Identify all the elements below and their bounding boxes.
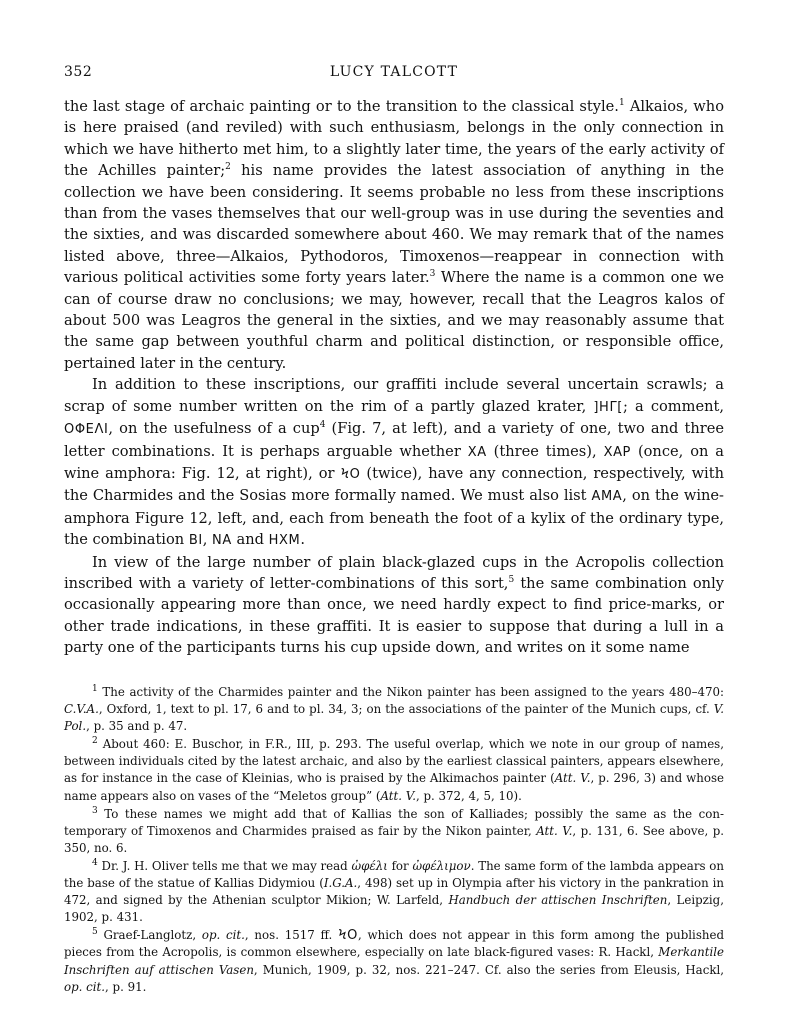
greek-graffito: OΦEΛΙ (64, 422, 109, 438)
footnote-number: 4 (92, 858, 98, 869)
footnote-ref[interactable]: 2 (225, 162, 231, 173)
greek-graffito: XA (467, 444, 487, 460)
footnote-4: $^4$ Dr. J. H. Oliver tells me that we may read ὠφέλι for ὠφέλιμον. The same form of the lambda appears on the base of the statue of Kallias Didymiou (I.G.A., 498) set up in Olympia after his victory in the pankration in 472, and signed by the Athenian sculptor Mikion; W. Larfeld, Handbuch der attischen Inschriften, Leipzig, 1902, p. 431. (64, 858, 724, 925)
paragraph-2: In addition to these inscriptions, our graffiti include several uncertain scrawls; a scrap of some number written on the rim of a partly glazed krater, ]HΓ[; a comment, OΦEΛΙ, on the usefulness of a cup$^4$ (Fig. 7, at left), and a variety of one, two and three letter combinations. It is perhaps arguable whether XA (three times), XAP (once, on a wine amphora: Fig. 12, at right), or ϞO (twice), have any connection, respectively, with the Charmides and the Sosias more formally named. We must also list AMA, on the wine-amphora Figure 12, left, and, each from beneath the foot of a kylix of the ordinary type, the combination BI, NA and HXM. (64, 376, 725, 549)
page-header (64, 64, 724, 88)
greek-graffito: BI (188, 533, 203, 549)
greek-graffito: NA (212, 533, 232, 549)
main-text (64, 96, 724, 659)
footnote-number: 1 (92, 684, 98, 695)
footnote-2: $^2$ About 460: E. Buschor, in F.R., III, p. 293. The useful overlap, which we note in our group of names, between individuals cited by the latest archaic, and also by the earliest classical painters, appears elsewhere, as for instance in the case of Kleinias, who is praised by the Alkimachos painter (Att. V., p. 296, 3) and whose name appears also on vases of the “Meletos group” (Att. V., p. 372, 4, 5, 10). (64, 736, 724, 803)
footnote-number: 3 (92, 805, 98, 816)
footnotes (64, 684, 724, 996)
footnote-ref[interactable]: 4 (319, 420, 326, 431)
paragraph-3: In view of the large number of plain black-glazed cups in the Acropolis collection inscribed with a variety of letter-combinations of this sort,$^5$ the same combination only occasionally appearing more than once, we need hardly expect to find price-marks, or other trade indications, in these graffiti. It is easier to suppose that during a lull in a party one of the participants turns his cup upside down, and writes on it some name (64, 553, 724, 657)
footnote-ref[interactable]: 3 (429, 269, 436, 280)
greek-graffito: ϞO (337, 928, 358, 944)
greek-graffito: AMA (591, 489, 623, 505)
greek-graffito: ]HΓ[ (593, 399, 623, 415)
footnote-1: $^1$ The activity of the Charmides painter and the Nikon painter has been assigned to the years 480–470: C.V.A., Oxford, 1, text to pl. 17, 6 and to pl. 34, 3; on the associations of the painter of the Munich cups, cf. V. Pol., p. 35 and p. 47. (64, 684, 724, 734)
footnote-number: 5 (92, 927, 98, 938)
running-head: LUCY TALCOTT (329, 64, 459, 80)
page-number: 352 (64, 64, 93, 80)
footnote-number: 2 (92, 736, 98, 747)
footnote-3: $^3$ To these names we might add that of Kallias the son of Kalliades; possibly the same as the contemporary of Timoxenos and Charmides praised as fair by the Nikon painter, Att. V., p. 131, 6. See above, p. 350, no. 6. (64, 805, 724, 855)
footnote-5: $^5$ Graef-Langlotz, op. cit., nos. 1517 ff. ϞO, which does not appear in this form among the published pieces from the Acropolis, is common elsewhere, especially on late black-figured vases: R. Hackl, Merkantile Inschriften auf attischen Vasen, Munich, 1909, p. 32, nos. 221–247. Cf. also the series from Eleusis, Hackl, op. cit., p. 91. (64, 927, 724, 994)
greek-graffito: XAP (603, 444, 632, 460)
footnote-ref[interactable]: 1 (618, 98, 625, 109)
greek-graffito: ϞO (340, 466, 361, 482)
greek-graffito: HXM (268, 533, 301, 549)
footnote-ref[interactable]: 5 (508, 575, 515, 586)
paragraph-1: the last stage of archaic painting or to the transition to the classical style.$^1$ Alkaios, who is here praised (and reviled) with such enthusiasm, belongs in the only connection in which we have hitherto met him, to a slightly later time, the years of the early activity of the Achilles painter;$^2$ his name provides the latest association of anything in the collection we have been considering. It seems probable no less from these inscriptions than from the vases themselves that our well-group was in use during the seventies and the sixties, and was discarded somewhere about 460. We may remark that of the names listed above, three—Alkaios, Pythodoros, Timoxenos—reappear in connection with various political activities some forty years later.$^3$ Where the name is a common one we can of course draw no conclusions; we may, however, recall that the Leagros kalos of about 500 was Leagros the general in the sixties, and we may reasonably assume that the same gap between youthful charm and political distinction, or responsible office, pertained later in the century. (64, 98, 724, 372)
